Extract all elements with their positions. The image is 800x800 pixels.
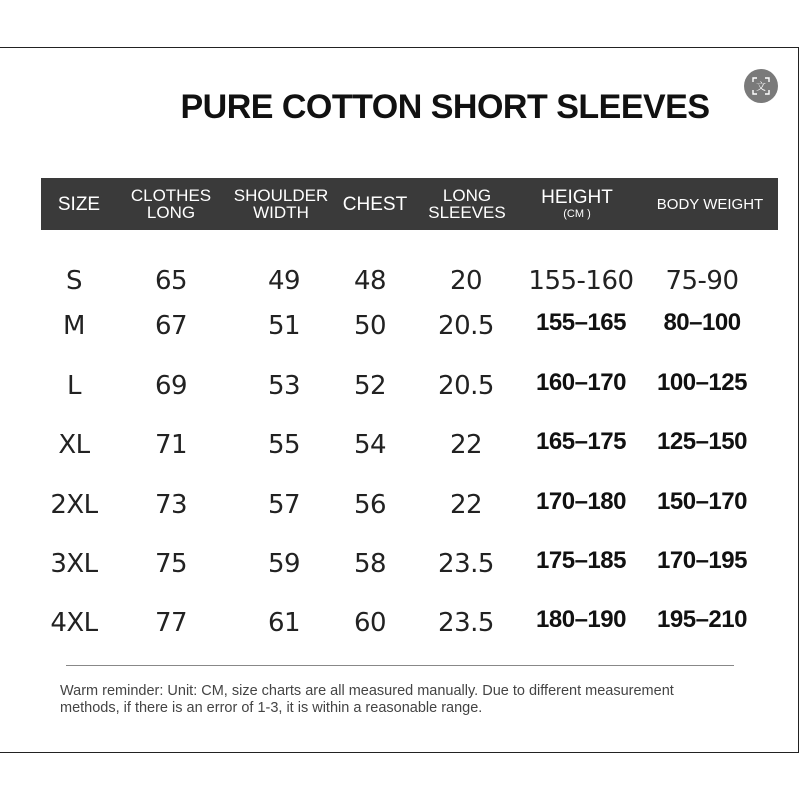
cell-body-weight: 80–100 xyxy=(663,309,741,336)
table-row xyxy=(0,603,800,643)
header-long-sleeves: LONG SLEEVES xyxy=(428,186,506,222)
header-height: HEIGHT (CM ) xyxy=(541,187,613,220)
cell-body-weight: 170–195 xyxy=(657,547,747,574)
cell-body-weight: 75-90 xyxy=(665,266,739,296)
warm-reminder-note xyxy=(60,683,760,717)
cell-shoulder-width: 57 xyxy=(267,490,301,520)
table-row xyxy=(0,261,800,301)
cell-chest: 48 xyxy=(353,266,387,296)
divider xyxy=(66,665,734,666)
cell-long-sleeves: 23.5 xyxy=(438,608,494,638)
cell-long-sleeves: 23.5 xyxy=(438,549,494,579)
cell-height: 160–170 xyxy=(536,369,626,396)
cell-clothes-long: 65 xyxy=(154,266,188,296)
cell-size: 4XL xyxy=(50,608,98,638)
cell-clothes-long: 67 xyxy=(154,311,188,341)
header-shoulder-width: SHOULDER WIDTH xyxy=(233,186,329,222)
cell-long-sleeves: 22 xyxy=(449,430,483,460)
table-header xyxy=(41,178,778,230)
cell-size: S xyxy=(65,266,82,296)
table-row xyxy=(0,306,800,346)
cell-clothes-long: 73 xyxy=(154,490,188,520)
table-row xyxy=(0,425,800,465)
cell-shoulder-width: 55 xyxy=(267,430,301,460)
cell-height: 180–190 xyxy=(536,606,626,633)
header-chest: CHEST xyxy=(342,193,408,215)
cell-chest: 54 xyxy=(353,430,387,460)
header-size: SIZE xyxy=(57,193,101,215)
cell-body-weight: 125–150 xyxy=(657,428,747,455)
translate-icon xyxy=(751,76,771,96)
cell-height: 155-160 xyxy=(528,266,634,296)
cell-size: L xyxy=(67,371,81,401)
cell-size: 2XL xyxy=(50,490,98,520)
cell-clothes-long: 71 xyxy=(154,430,188,460)
cell-long-sleeves: 20 xyxy=(449,266,483,296)
cell-body-weight: 150–170 xyxy=(657,488,747,515)
cell-body-weight: 195–210 xyxy=(657,606,747,633)
svg-text:文: 文 xyxy=(756,82,766,93)
cell-chest: 58 xyxy=(353,549,387,579)
note-line: methods, if there is an error of 1-3, it is within a reasonable range. xyxy=(60,700,483,716)
cell-shoulder-width: 51 xyxy=(267,311,301,341)
cell-shoulder-width: 53 xyxy=(267,371,301,401)
cell-long-sleeves: 20.5 xyxy=(438,311,494,341)
cell-clothes-long: 75 xyxy=(154,549,188,579)
cell-shoulder-width: 61 xyxy=(267,608,301,638)
cell-chest: 56 xyxy=(353,490,387,520)
cell-height: 165–175 xyxy=(536,428,626,455)
cell-size: M xyxy=(63,311,85,341)
cell-chest: 50 xyxy=(353,311,387,341)
header-clothes-long: CLOTHES LONG xyxy=(130,186,212,222)
table-row xyxy=(0,366,800,406)
cell-clothes-long: 77 xyxy=(154,608,188,638)
cell-size: XL xyxy=(58,430,90,460)
cell-shoulder-width: 49 xyxy=(267,266,301,296)
header-body-weight: BODY WEIGHT xyxy=(656,195,764,213)
page-title: PURE COTTON SHORT SLEEVES xyxy=(180,88,710,126)
table-row xyxy=(0,485,800,525)
cell-clothes-long: 69 xyxy=(154,371,188,401)
table-row xyxy=(0,544,800,584)
cell-shoulder-width: 59 xyxy=(267,549,301,579)
cell-long-sleeves: 22 xyxy=(449,490,483,520)
cell-height: 175–185 xyxy=(536,547,626,574)
cell-chest: 60 xyxy=(353,608,387,638)
cell-long-sleeves: 20.5 xyxy=(438,371,494,401)
cell-height: 170–180 xyxy=(536,488,626,515)
cell-height: 155–165 xyxy=(536,309,626,336)
note-line: Warm reminder: Unit: CM, size charts are all measured manually. Due to different measurement xyxy=(60,683,674,699)
translate-button[interactable] xyxy=(744,69,778,103)
cell-chest: 52 xyxy=(353,371,387,401)
cell-size: 3XL xyxy=(50,549,98,579)
cell-body-weight: 100–125 xyxy=(657,369,747,396)
